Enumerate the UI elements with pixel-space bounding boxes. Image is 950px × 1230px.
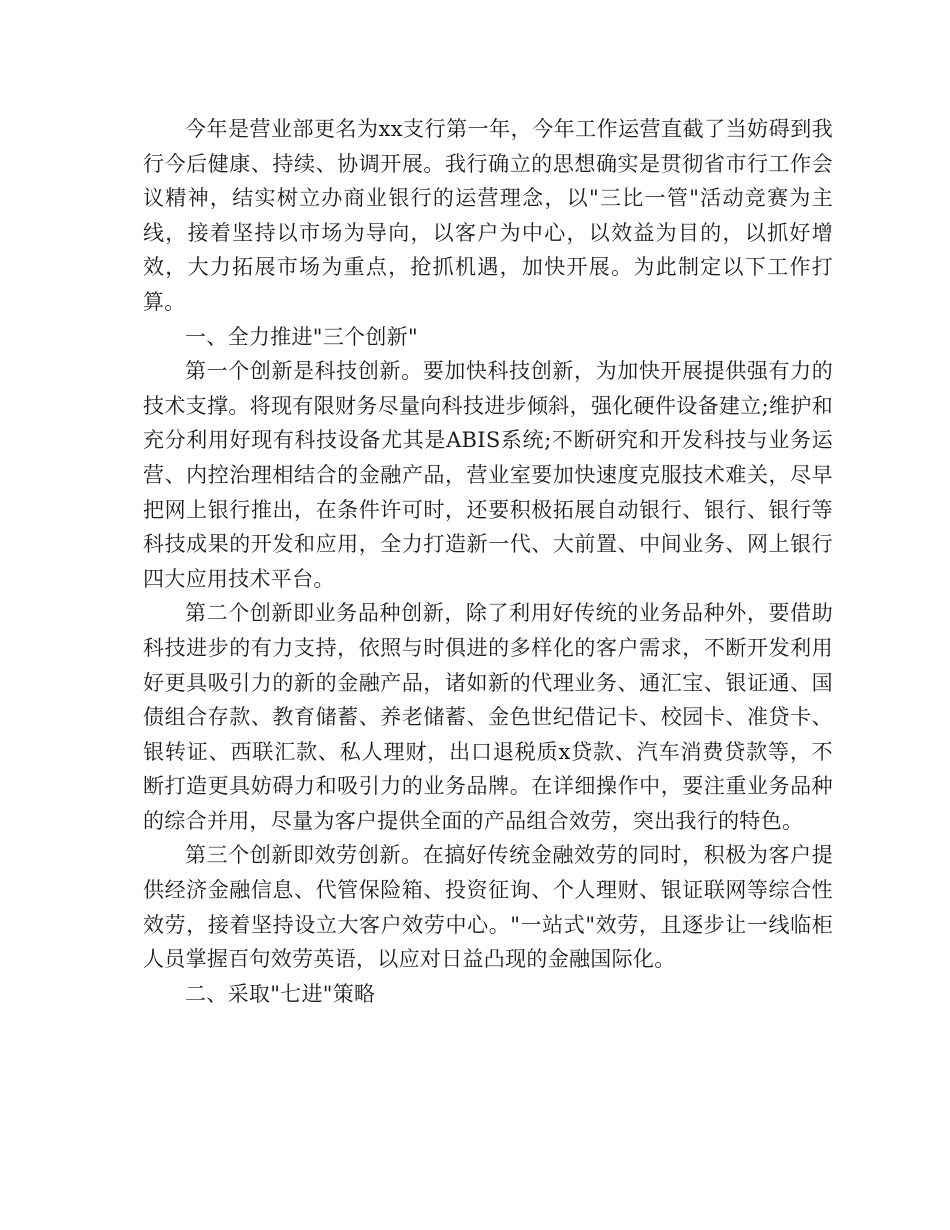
service-innovation-paragraph: 第三个创新即效劳创新。在搞好传统金融效劳的同时，积极为客户提供经济金融信息、代管保险箱、投资征询、个人理财、银证联网等综合性效劳，接着坚持设立大客户效劳中心。"一站式"效劳，且逐步让一线临柜人员掌握百句效劳英语，以应对日益凸现的金融国际化。 (143, 843, 833, 972)
intro-paragraph: 今年是营业部更名为xx支行第一年，今年工作运营直截了当妨碍到我行今后健康、持续、协调开展。我行确立的思想确实是贯彻省市行工作会议精神，结实树立办商业银行的运营理念，以"三比一管"活动竞赛为主线，接着坚持以市场为导向，以客户为中心，以效益为目的，以抓好增效，大力拓展市场为重点，抢抓机遇，加快开展。为此制定以下工作打算。 (143, 117, 833, 314)
section-heading-two: 二、采取"七进"策略 (185, 981, 376, 1006)
product-innovation-paragraph: 第二个创新即业务品种创新，除了利用好传统的业务品种外，要借助科技进步的有力支持，依照与时俱进的多样化的客户需求，不断开发利用好更具吸引力的新的金融产品，诸如新的代理业务、通汇宝、银证通、国债组合存款、教育储蓄、养老储蓄、金色世纪借记卡、校园卡、准贷卡、银转证、西联汇款、私人理财，出口退税质x贷款、汽车消费贷款等，不断打造更具妨碍力和吸引力的业务品牌。在详细操作中，要注重业务品种的综合并用，尽量为客户提供全面的产品组合效劳，突出我行的特色。 (143, 601, 833, 833)
document-page (143, 112, 833, 1011)
tech-innovation-paragraph: 第一个创新是科技创新。要加快科技创新，为加快开展提供强有力的技术支撑。将现有限财务尽量向科技进步倾斜，强化硬件设备建立;维护和充分利用好现有科技设备尤其是ABIS系统;不断研究和开发科技与业务运营、内控治理相结合的金融产品，营业室要加快速度克服技术难关，尽早把网上银行推出，在条件许可时，还要积极拓展自动银行、银行、银行等科技成果的开发和应用，全力打造新一代、大前置、中间业务、网上银行四大应用技术平台。 (143, 359, 833, 591)
section-heading-one: 一、全力推进"三个创新" (185, 324, 418, 349)
